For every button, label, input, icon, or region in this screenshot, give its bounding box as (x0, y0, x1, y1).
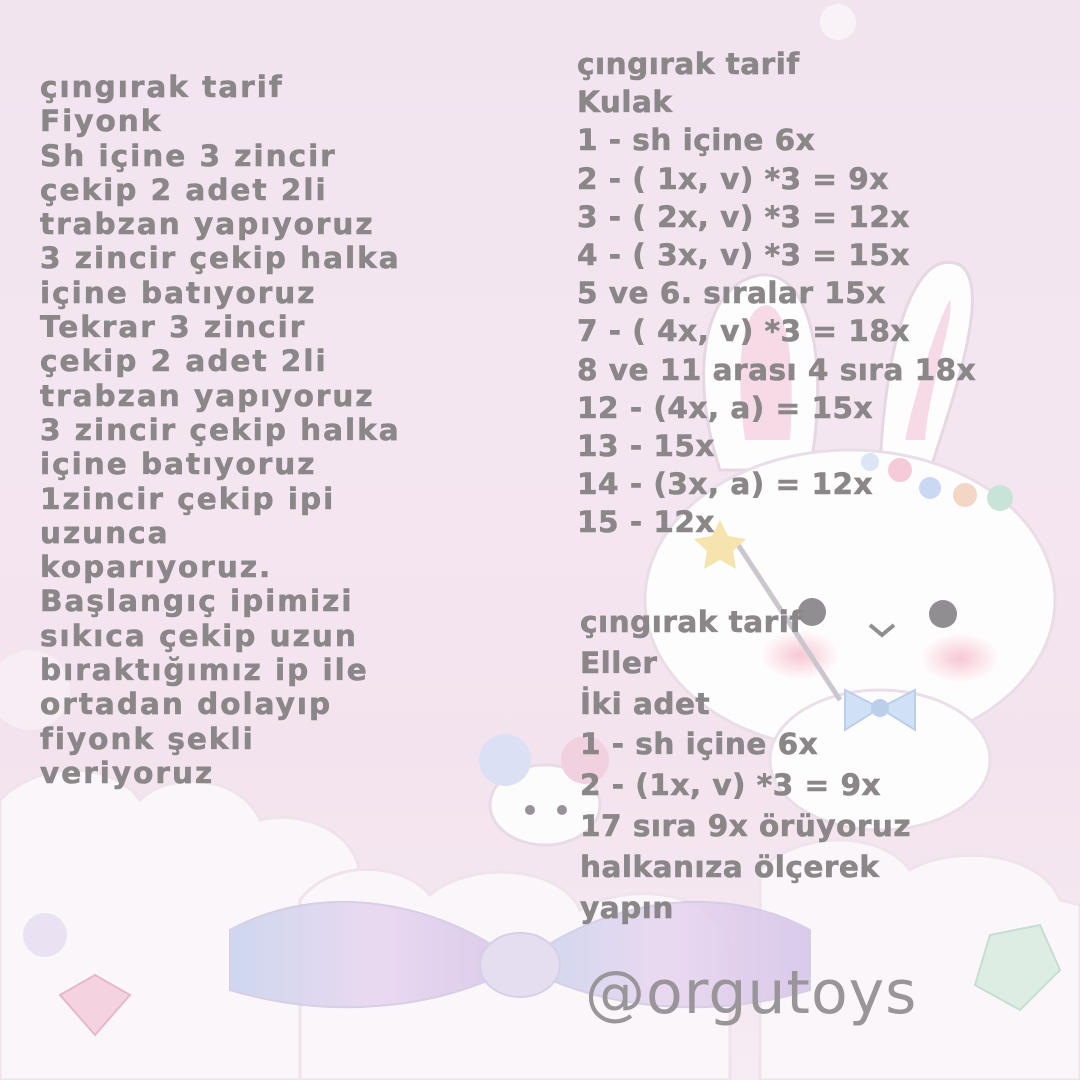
text-line: trabzan yapıyoruz (40, 207, 375, 242)
text-line: 1zincir çekip ipi (40, 481, 336, 516)
text-line: sıkıca çekip uzun (40, 618, 358, 653)
text-line: Başlangıç ipimizi (40, 584, 354, 619)
text-line: 5 ve 6. sıralar 15x (577, 276, 886, 311)
text-line: 1 - sh içine 6x (580, 727, 819, 762)
text-line: 13 - 15x (577, 428, 715, 463)
text-line: veriyoruz (40, 755, 215, 790)
text-line: uzunca (40, 515, 170, 550)
text-line: çıngırak tarif (40, 70, 284, 104)
watermark-handle: @orgutoys (585, 958, 918, 1028)
text-line: 12 - (4x, a) = 15x (577, 390, 874, 425)
text-line: bıraktığımız ip ile (40, 653, 369, 688)
text-line: 2 - ( 1x, v) *3 = 9x (577, 161, 889, 196)
text-line: Sh içine 3 zincir (40, 138, 337, 173)
text-line: trabzan yapıyoruz (40, 378, 375, 413)
text-line: Tekrar 3 zincir (40, 310, 307, 345)
text-line: ortadan dolayıp (40, 687, 333, 722)
text-line: 1 - sh içine 6x (577, 123, 816, 158)
text-line: içine batıyoruz (40, 275, 317, 310)
text-line: 7 - ( 4x, v) *3 = 18x (577, 314, 910, 349)
text-line: 4 - ( 3x, v) *3 = 15x (577, 237, 910, 272)
text-line: Kulak (577, 85, 673, 120)
text-line: 3 - ( 2x, v) *3 = 12x (577, 199, 910, 234)
text-line: 8 ve 11 arası 4 sıra 18x (577, 352, 977, 387)
text-line: 3 zincir çekip halka (40, 412, 401, 447)
text-line: 14 - (3x, a) = 12x (577, 467, 874, 502)
text-line: içine batıyoruz (40, 447, 317, 482)
text-line: çekip 2 adet 2li (40, 344, 328, 379)
hands-recipe-text (580, 602, 911, 928)
text-line: fiyonk şekli (40, 721, 255, 756)
text-line: çekip 2 adet 2li (40, 172, 328, 207)
text-line: çıngırak tarif (577, 47, 800, 81)
text-line: İki adet (580, 686, 711, 721)
bow-recipe-text (40, 70, 401, 790)
text-line: 3 zincir çekip halka (40, 241, 401, 276)
text-line: 15 - 12x (577, 505, 715, 540)
ear-recipe-text (577, 45, 976, 541)
text-line: Fiyonk (40, 104, 163, 139)
text-line: halkanıza ölçerek (580, 849, 880, 884)
text-line: çıngırak tarif (580, 605, 803, 639)
text-line: Eller (580, 645, 658, 680)
text-line: 2 - (1x, v) *3 = 9x (580, 768, 882, 803)
text-line: yapın (580, 890, 674, 925)
text-line: 17 sıra 9x örüyoruz (580, 808, 912, 843)
text-line: koparıyoruz. (40, 550, 273, 585)
